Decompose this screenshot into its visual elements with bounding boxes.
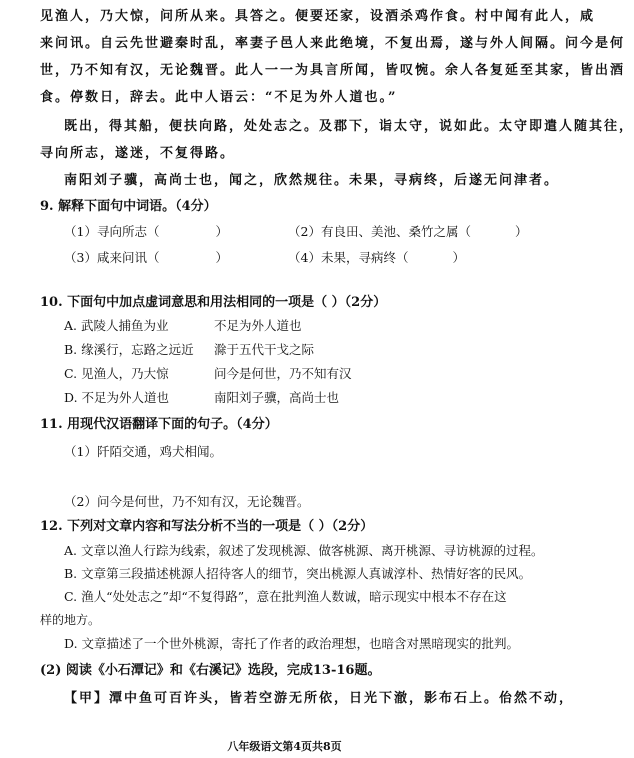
q11-title: 11. 用现代汉语翻译下面的句子。（4分）: [40, 417, 278, 432]
page-footer: 八年级语文第4页共8页: [227, 740, 342, 753]
q10-option-b-left: B. 缘溪行，忘路之远近: [64, 342, 194, 357]
passage-jia-line-1: 【甲】潭中鱼可百许头，皆若空游无所依，日光下澈，影布石上。佁然不动，: [64, 691, 575, 706]
q11-item-1: （1）阡陌交通，鸡犬相闻。: [64, 444, 222, 459]
q12-option-a: A. 文章以渔人行踪为线索，叙述了发现桃源、做客桃源、离开桃源、寻访桃源的过程。: [64, 543, 544, 558]
q12-option-c-continued: 样的地方。: [40, 613, 101, 627]
q10-option-d-left: D. 不足为外人道也: [64, 390, 170, 405]
q12-title: 12. 下列对文章内容和写法分析不当的一项是（ ）（2分）: [40, 519, 374, 534]
q10-option-c-right: 问今是何世，乃不知有汉: [214, 366, 352, 381]
q9-item-3: （3）咸来问讯（ ）: [64, 250, 228, 265]
passage-line-3: 世，乃不知有汉，无论魏晋。此人一一为具言所闻，皆叹惋。余人各复延至其家，皆出酒: [40, 63, 626, 78]
q9-item-2: （2）有良田、美池、桑竹之属（ ）: [288, 224, 528, 239]
passage-line-5: 既出，得其船，便扶向路，处处志之。及郡下，诣太守，说如此。太守即遣人随其往，: [64, 119, 634, 134]
passage-line-6: 寻向所志，遂迷，不复得路。: [40, 146, 236, 161]
q10-title: 10. 下面句中加点虚词意思和用法相同的一项是（ ）（2分）: [40, 295, 387, 310]
passage-line-4: 食。停数日，辞去。此中人语云：“不足为外人道也。”: [40, 90, 398, 105]
passage-line-7: 南阳刘子骥，高尚士也，闻之，欣然规往。未果，寻病终，后遂无问津者。: [64, 173, 560, 188]
q10-option-d-right: 南阳刘子骥，高尚士也: [214, 390, 340, 405]
q9-title: 9. 解释下面句中词语。（4分）: [40, 199, 217, 214]
section-2-heading: (2) 阅读《小石潭记》和《右溪记》选段，完成13-16题。: [40, 663, 381, 678]
q12-option-d: D. 文章描述了一个世外桃源，寄托了作者的政治理想，也暗含对黑暗现实的批判。: [64, 636, 520, 651]
q10-option-a-left: A. 武陵人捕鱼为业: [64, 318, 169, 333]
passage-line-2: 来问讯。自云先世避秦时乱，率妻子邑人来此绝境，不复出焉，遂与外人间隔。问今是何: [40, 36, 626, 51]
q10-option-b-right: 滁于五代干戈之际: [214, 342, 315, 357]
q10-option-a-right: 不足为外人道也: [214, 318, 302, 333]
q11-item-2: （2）问今是何世，乃不知有汉，无论魏晋。: [64, 494, 310, 509]
q10-option-c-left: C. 见渔人，乃大惊: [64, 366, 169, 381]
q9-item-1: （1）寻向所志（ ）: [64, 224, 228, 239]
q9-item-4: （4）未果，寻病终（ ）: [288, 250, 465, 265]
q12-option-b: B. 文章第三段描述桃源人招待客人的细节，突出桃源人真诚淳朴、热情好客的民风。: [64, 566, 532, 581]
q12-option-c: C. 渔人“处处志之”却“不复得路”，意在批判渔人数诚，暗示现实中根本不存在这: [64, 589, 507, 604]
passage-line-1: 见渔人，乃大惊，问所从来。具答之。便要还家，设酒杀鸡作食。村中闻有此人，咸: [40, 9, 596, 24]
